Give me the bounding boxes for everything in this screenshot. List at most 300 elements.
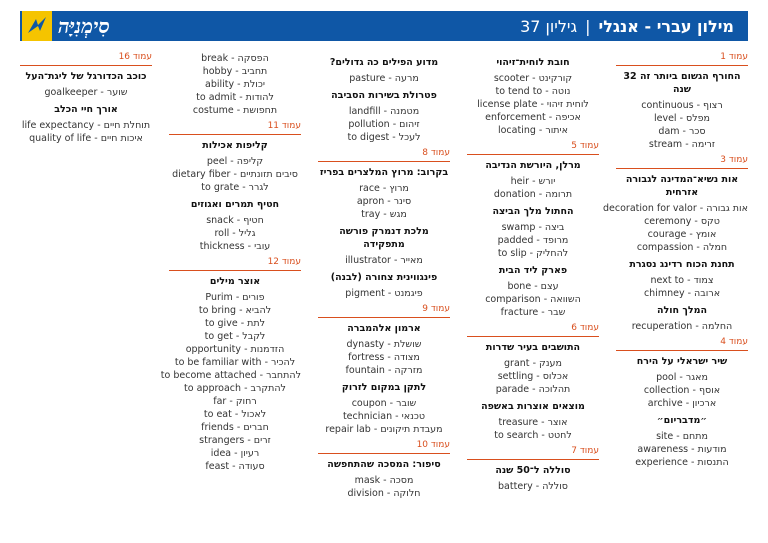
hebrew-term: מפלס [686, 113, 710, 124]
vocab-entry: סיבים תזונתיים - dietary fiber [172, 169, 298, 180]
column-5 [20, 52, 152, 538]
vocab-entry: החלמה - recuperation [631, 321, 733, 332]
english-term: costume [192, 105, 234, 116]
hebrew-term: לוחית זיהוי [546, 99, 589, 110]
english-term: snack [206, 215, 234, 226]
english-term: next to [650, 275, 685, 286]
vocab-entry: תחביב - hobby [202, 66, 268, 77]
hebrew-term: תחביב [241, 66, 268, 77]
english-term: dam [658, 126, 680, 137]
article-title: בקרוב: מרוץ המלצרים בפריז [319, 167, 449, 178]
english-term: to become attached [160, 370, 257, 381]
vocab-entry: תרומה - donation [493, 189, 573, 200]
english-term: far [213, 396, 227, 407]
vocab-entry: אוצר - treasure [498, 417, 568, 428]
issue-number: גיליון 37 [520, 16, 578, 36]
english-term: tray [361, 209, 381, 220]
vocab-entry: חלוקה - division [347, 488, 421, 499]
article-title: סוללה ל־50 שנה [495, 465, 571, 476]
vocab-entry: להביא - to bring [198, 305, 272, 316]
english-term: life expectancy [21, 120, 95, 131]
article-title: פטרולת בשירות הסביבה [331, 90, 437, 101]
page-section [169, 121, 301, 253]
hebrew-term: הזדמנות [250, 344, 285, 355]
hebrew-term: להביא [245, 305, 272, 316]
vocab-entry: אות גבורה - decoration for valor [603, 203, 748, 214]
hebrew-term: ביצה [544, 222, 565, 233]
hebrew-term: מרעה [394, 73, 419, 84]
vocab-entry: זיהום - pollution [348, 119, 420, 130]
english-term: coupon [351, 398, 387, 409]
article [467, 464, 599, 493]
english-term: Purim [205, 292, 233, 303]
hebrew-term: לקבל [242, 331, 266, 342]
english-term: opportunity [185, 344, 242, 355]
title-separator: | [585, 16, 591, 36]
article [616, 414, 748, 469]
vocab-entry: אכלוס - settling [497, 371, 569, 382]
hebrew-term: שובר [396, 398, 417, 409]
hebrew-term: מסכה [389, 475, 414, 486]
hebrew-term: איתור [545, 125, 569, 136]
english-term: parade [495, 384, 530, 395]
hebrew-term: מזרקה [394, 365, 423, 376]
english-term: apron [356, 196, 385, 207]
english-term: heir [510, 176, 530, 187]
hebrew-term: מודעות [697, 444, 727, 455]
page-section [467, 323, 599, 442]
article [318, 89, 450, 144]
article [467, 341, 599, 396]
page-label: עמוד 6 [467, 323, 599, 337]
hebrew-term: מעבדת תיקונים [380, 424, 443, 435]
article-title: פינגווינית צחורה (לבנה) [330, 272, 438, 283]
english-term: treasure [498, 417, 539, 428]
vocab-entry: לעכל - to digest [347, 132, 421, 143]
hebrew-term: אוסף [698, 385, 721, 396]
vocab-entry: מזרקה - fountain [345, 365, 423, 376]
vocab-entry: מרוץ - race [359, 183, 409, 194]
vocab-entry: מפלס - level [653, 113, 710, 124]
article-title: החתול מלך הביצה [492, 206, 574, 217]
english-term: quality of life [29, 133, 92, 144]
hebrew-term: תרומה [545, 189, 573, 200]
article [603, 173, 748, 254]
vocab-entry: להכיר - to be familiar with [174, 357, 296, 368]
english-term: thickness [199, 241, 245, 252]
english-term: mask [354, 475, 381, 486]
article-title: החורף הגשום ביותר זה 32 שנה [623, 71, 741, 95]
english-term: pool [656, 372, 677, 383]
hebrew-term: קליפה [236, 156, 264, 167]
page-section [160, 257, 301, 473]
english-term: to get [204, 331, 233, 342]
vocab-entry: לקבל - to get [204, 331, 266, 342]
article [467, 400, 599, 442]
vocab-entry: לחטט - to search [494, 430, 572, 441]
hebrew-term: סינר [393, 196, 412, 207]
hebrew-term: סיבים תזונתיים [239, 169, 298, 180]
article-title: חובת לוחית־זיהוי [496, 57, 570, 68]
article-title: קליפות אכילות [202, 140, 268, 151]
hebrew-term: אות גבורה [706, 203, 748, 214]
english-term: illustrator [345, 255, 391, 266]
english-term: race [359, 183, 380, 194]
vocab-entry: אכיפה - enforcement [485, 112, 581, 123]
hebrew-term: לאכול [241, 409, 267, 420]
english-term: landfill [348, 106, 381, 117]
hebrew-term: חטיף [243, 215, 264, 226]
page-section [467, 141, 599, 319]
page-label: עמוד 7 [467, 446, 599, 460]
hebrew-term: נוטה [551, 86, 571, 97]
english-term: stream [648, 139, 683, 150]
vocab-entry: מרעה - pasture [349, 73, 419, 84]
vocab-entry: יכולת - ability [205, 79, 265, 90]
vocab-entry: מגש - tray [361, 209, 407, 220]
english-term: to tend to [495, 86, 543, 97]
page-section [603, 155, 748, 333]
hebrew-term: רחוק [235, 396, 257, 407]
article [318, 458, 450, 500]
hebrew-term: חמלה [702, 242, 728, 253]
english-term: strangers [199, 435, 245, 446]
english-term: license plate [477, 99, 538, 110]
page-label: עמוד 3 [616, 155, 748, 169]
vocab-entry: השוואה - comparison [485, 294, 581, 305]
vocab-entry: קליפה - peel [206, 156, 264, 167]
hebrew-term: קורקינט [538, 73, 573, 84]
hebrew-term: רעיון [240, 448, 260, 459]
english-term: level [653, 113, 677, 124]
logo-text: סִימְנִיָּה [58, 13, 110, 38]
article [169, 198, 301, 253]
hebrew-term: עצם [540, 281, 559, 292]
vocab-entry: לתת - to give [204, 318, 266, 329]
english-term: to bring [198, 305, 237, 316]
hebrew-term: להחליק [536, 248, 569, 259]
hebrew-term: זרימה [691, 139, 716, 150]
article-title: חטיף תמרים ואגוזים [190, 199, 280, 210]
hebrew-term: רצוף [703, 100, 723, 111]
hebrew-term: ארובה [694, 288, 721, 299]
english-term: break [201, 53, 229, 64]
english-term: to approach [184, 383, 242, 394]
hebrew-term: ארכיון [692, 398, 717, 409]
article [318, 166, 450, 221]
article [20, 70, 152, 99]
hebrew-term: מרוץ [389, 183, 409, 194]
article-title: ״מדבריום״ [656, 415, 708, 426]
hebrew-term: טכנאי [401, 411, 426, 422]
hebrew-term: מענק [539, 358, 562, 369]
english-term: comparison [485, 294, 541, 305]
english-term: site [656, 431, 674, 442]
english-term: idea [210, 448, 232, 459]
vocab-entry: שושלת - dynasty [346, 339, 422, 350]
english-term: decoration for valor [603, 203, 697, 214]
vocab-entry: ביצה - swamp [501, 222, 565, 233]
article [616, 355, 748, 410]
vocab-entry: מרופד - padded [497, 235, 569, 246]
english-term: ceremony [644, 216, 692, 227]
vocab-entry: שוער - goalkeeper [44, 87, 128, 98]
hebrew-term: תהלוכה [538, 384, 571, 395]
hebrew-term: צמוד [693, 275, 714, 286]
article [318, 381, 450, 436]
content-columns [20, 52, 748, 538]
vocab-entry: נוטה - to tend to [495, 86, 571, 97]
english-term: grant [504, 358, 530, 369]
hebrew-term: חלוקה [393, 488, 421, 499]
vocab-entry: סוללה - battery [498, 481, 568, 492]
hebrew-term: מצודה [393, 352, 420, 363]
hebrew-term: לחטט [547, 430, 572, 441]
vocab-entry: זרימה - stream [648, 139, 716, 150]
vocab-entry: ארכיון - archive [647, 398, 717, 409]
english-term: collection [643, 385, 690, 396]
hebrew-term: אומץ [695, 229, 717, 240]
article [467, 205, 599, 260]
vocab-entry: מטמנה - landfill [348, 106, 420, 117]
header-bar [20, 11, 748, 41]
hebrew-term: שושלת [393, 339, 422, 350]
page-section [467, 56, 599, 137]
english-term: hobby [202, 66, 233, 77]
hebrew-term: לעכל [398, 132, 421, 143]
hebrew-term: שבר [547, 307, 566, 318]
page-section [616, 52, 748, 151]
english-term: fortress [348, 352, 385, 363]
english-term: repair lab [325, 424, 371, 435]
english-term: dynasty [346, 339, 385, 350]
article [467, 264, 599, 319]
article-title: כוכב הכדורגל של ליגת־העל [25, 71, 147, 82]
english-term: courage [647, 229, 687, 240]
vocab-entry: מאייר - illustrator [345, 255, 423, 266]
hebrew-term: סעודה [238, 461, 265, 472]
vocab-entry: התנסות - experience [635, 457, 729, 468]
hebrew-term: להתקרב [250, 383, 286, 394]
english-term: swamp [501, 222, 536, 233]
vocab-entry: סעודה - feast [205, 461, 265, 472]
page-section [318, 148, 450, 300]
article [616, 70, 748, 151]
vocab-entry: תחפושת - costume [192, 105, 278, 116]
vocab-entry: מודעות - awareness [637, 444, 727, 455]
vocab-entry: מתחם - site [656, 431, 708, 442]
page-label: עמוד 8 [318, 148, 450, 162]
english-term: roll [214, 228, 230, 239]
article [160, 275, 301, 473]
vocab-entry: זרים - strangers [199, 435, 271, 446]
hebrew-term: מטמנה [390, 106, 420, 117]
article [20, 103, 152, 145]
vocab-entry: מסכה - mask [354, 475, 414, 486]
english-term: locating [497, 125, 536, 136]
article-title: שיר ישראלי על הירח [636, 356, 728, 367]
article-title: מלכת דנמרק פורשה מתפקידה [339, 226, 429, 250]
page-section [318, 56, 450, 144]
english-term: pigment [345, 288, 385, 299]
english-term: peel [206, 156, 228, 167]
article-title: סיפור: המסכה שהתחפשה [327, 459, 441, 470]
article-title: אורך חיי הכלב [54, 104, 118, 115]
english-term: enforcement [485, 112, 546, 123]
article [467, 159, 599, 201]
vocab-entry: טכנאי - technician [342, 411, 426, 422]
vocab-entry: רחוק - far [213, 396, 257, 407]
hebrew-term: מאייר [400, 255, 423, 266]
page-label: עמוד 5 [467, 141, 599, 155]
english-term: battery [498, 481, 533, 492]
vocab-entry: הזדמנות - opportunity [185, 344, 285, 355]
hebrew-term: לגרר [248, 182, 269, 193]
article-title: התושבים בעיר שדרות [485, 342, 581, 353]
vocab-entry: מעבדת תיקונים - repair lab [325, 424, 443, 435]
vocab-entry: לוחית זיהוי - license plate [477, 99, 589, 110]
english-term: goalkeeper [44, 87, 98, 98]
page-section [616, 337, 748, 469]
english-term: chimney [643, 288, 685, 299]
english-term: to slip [497, 248, 527, 259]
article [318, 56, 450, 85]
english-term: to eat [203, 409, 232, 420]
hebrew-term: עובי [254, 241, 271, 252]
english-term: archive [647, 398, 683, 409]
vocab-entry: מאגר - pool [656, 372, 708, 383]
english-term: compassion [636, 242, 694, 253]
column-3 [318, 52, 450, 538]
article [318, 225, 450, 267]
vocab-entry: טקס - ceremony [644, 216, 720, 227]
english-term: experience [635, 457, 688, 468]
page-label: עמוד 16 [20, 52, 152, 66]
vocab-entry: חמלה - compassion [636, 242, 728, 253]
english-term: to grate [201, 182, 240, 193]
vocab-entry: אומץ - courage [647, 229, 717, 240]
vocab-entry: עובי - thickness [199, 241, 271, 252]
page-section [169, 52, 301, 117]
vocab-entry: ארובה - chimney [643, 288, 721, 299]
article-title: תחנת הכוח רדינג נסגרת [629, 259, 735, 270]
english-term: continuous [641, 100, 694, 111]
vocab-entry: שובר - coupon [351, 398, 417, 409]
vocab-entry: להתקרב - to approach [184, 383, 286, 394]
hebrew-term: זרים [253, 435, 271, 446]
hebrew-term: התנסות [697, 457, 729, 468]
article-title: אוצר מילים [209, 276, 261, 287]
vocab-entry: גליל - roll [214, 228, 256, 239]
vocab-entry: תהלוכה - parade [495, 384, 571, 395]
article [616, 304, 748, 333]
vocab-entry: יורש - heir [510, 176, 556, 187]
page-section [20, 52, 152, 145]
hebrew-term: מתחם [682, 431, 708, 442]
vocab-entry: צמוד - next to [650, 275, 714, 286]
page-label: עמוד 11 [169, 121, 301, 135]
hebrew-term: יכולת [243, 79, 265, 90]
article-title: מוצאים אוצרות באשפה [481, 401, 585, 412]
vocab-entry: לגרר - to grate [201, 182, 269, 193]
page-label: עמוד 12 [169, 257, 301, 271]
article-title: לתקן במקום לזרוק [341, 382, 427, 393]
vocab-entry: סכר - dam [658, 126, 706, 137]
english-term: pasture [349, 73, 386, 84]
english-term: technician [342, 411, 393, 422]
article-title: פארק ליד הבית [498, 265, 568, 276]
hebrew-term: תוחלת חיים [103, 120, 151, 131]
english-term: settling [497, 371, 534, 382]
vocab-entry: מענק - grant [504, 358, 562, 369]
logo [20, 11, 170, 41]
column-4 [160, 52, 301, 538]
hebrew-term: תחפושת [243, 105, 278, 116]
hebrew-term: מאגר [685, 372, 708, 383]
hebrew-term: זיהום [399, 119, 420, 130]
vocab-entry: חטיף - snack [206, 215, 264, 226]
hebrew-term: לתת [247, 318, 266, 329]
hebrew-term: אכיפה [555, 112, 581, 123]
column-1 [603, 52, 748, 538]
hebrew-term: איכות חיים [100, 133, 143, 144]
article [169, 52, 301, 117]
hebrew-term: מגש [389, 209, 407, 220]
hebrew-term: גליל [238, 228, 256, 239]
english-term: fracture [500, 307, 539, 318]
hebrew-term: יורש [538, 176, 556, 187]
article-title: אות נשיא־המדינה לגבורה אזרחית [625, 174, 739, 198]
english-term: awareness [637, 444, 689, 455]
page-section [467, 446, 599, 493]
vocab-entry: אוסף - collection [643, 385, 721, 396]
article-title: מרלן, היורשת הנדיבה [485, 160, 581, 171]
vocab-entry: פורים - Purim [205, 292, 265, 303]
article [467, 56, 599, 137]
page-section [318, 440, 450, 500]
article-title: המלך חולה [656, 305, 707, 316]
vocab-entry: פיגמנט - pigment [345, 288, 423, 299]
english-term: pollution [348, 119, 390, 130]
article-title: ארמון אלהמברה [347, 323, 421, 334]
english-term: to give [204, 318, 238, 329]
english-term: to search [494, 430, 539, 441]
hebrew-term: השוואה [550, 294, 581, 305]
vocab-entry: להודות - to admit [196, 92, 274, 103]
english-term: dietary fiber [172, 169, 231, 180]
vocab-entry: רעיון - idea [210, 448, 260, 459]
hebrew-term: חברים [243, 422, 269, 433]
article [318, 271, 450, 300]
vocab-entry: עצם - bone [507, 281, 559, 292]
header-title [520, 17, 748, 36]
english-term: to digest [347, 132, 390, 143]
english-term: ability [205, 79, 235, 90]
vocab-entry: שבר - fracture [500, 307, 566, 318]
english-term: friends [201, 422, 234, 433]
hebrew-term: להתחבר [266, 370, 301, 381]
hebrew-term: מרופד [542, 235, 569, 246]
hebrew-term: סוללה [542, 481, 568, 492]
hebrew-term: סכר [689, 126, 706, 137]
english-term: donation [493, 189, 536, 200]
vocab-entry: להחליק - to slip [497, 248, 569, 259]
vocab-entry: איתור - locating [497, 125, 569, 136]
hebrew-term: שוער [106, 87, 128, 98]
english-term: feast [205, 461, 230, 472]
article [616, 258, 748, 300]
vocab-entry: הפסקה - break [201, 53, 269, 64]
